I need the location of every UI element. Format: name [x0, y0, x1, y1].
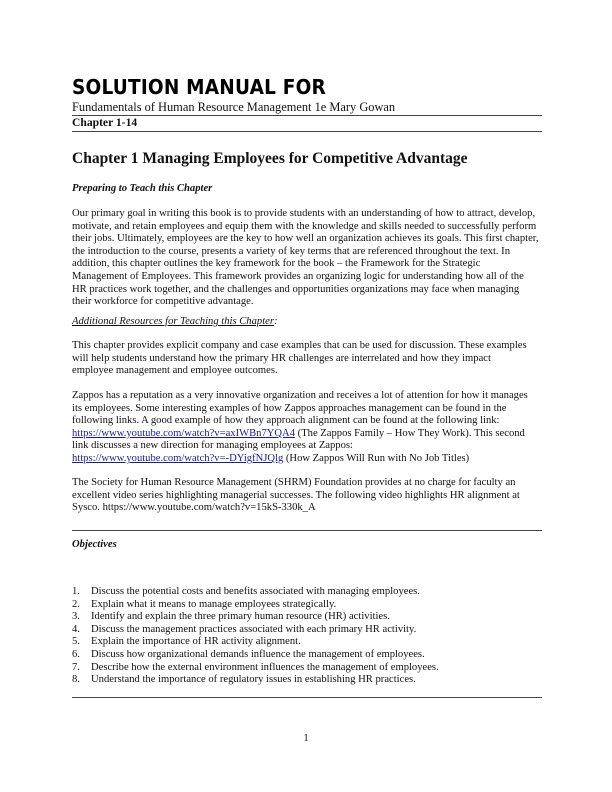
objective-item [72, 611, 542, 624]
text-line: This chapter provides explicit company and case examples that can be used for discussion. These examples [72, 340, 527, 351]
text-line: Our primary goal in writing this book is to provide students with an understanding of how to attract, develop, [72, 208, 536, 219]
objective-number: 1. [72, 586, 80, 597]
objectives-rule-top [72, 530, 542, 531]
objective-text: Discuss the potential costs and benefits associated with managing employees. [91, 586, 420, 597]
text-line: employee management and employee outcomes. [72, 365, 278, 377]
objective-number: 7. [72, 661, 80, 673]
objective-number: 8. [72, 674, 80, 686]
objective-item [72, 624, 542, 637]
text-line: will help students understand how the primary HR challenges are interrelated and how they impact [72, 352, 491, 364]
text-line: following links. A good example of how they approach alignment can be found at the following link: [72, 415, 500, 427]
objectives-label: Objectives [72, 539, 117, 550]
objective-text: Discuss the management practices associated with each primary HR activity. [91, 623, 417, 635]
objective-item [72, 662, 542, 675]
objective-item [72, 586, 542, 599]
document-subtitle: Fundamentals of Human Resource Management 1e Mary Gowan [72, 100, 396, 114]
text-line: Management of Employees. This framework provides an organizing logic for understanding how all of the [72, 270, 524, 282]
objectives-list [72, 586, 542, 687]
objectives-rule-bottom [72, 697, 542, 698]
objective-text: Identify and explain the three primary human resource (HR) activities. [91, 611, 390, 623]
text-line: The Society for Human Resource Management (SHRM) Foundation provides at no charge for faculty an [72, 477, 516, 488]
link1-description: (The Zappos Family – How They Work). This second [295, 427, 525, 439]
objective-item [72, 674, 542, 687]
preparing-paragraph [72, 208, 542, 309]
text-line: Zappos has a reputation as a very innovative organization and receives a lot of attention for how it manages [72, 390, 528, 401]
objective-number: 6. [72, 648, 80, 660]
objective-number: 5. [72, 636, 80, 648]
preparing-label: Preparing to Teach this Chapter [72, 183, 213, 194]
resources-intro-paragraph [72, 340, 542, 378]
text-line: motivate, and retain employees and equip them with the knowledge and skills needed to successfully perform [72, 220, 537, 232]
objective-text: Explain what it means to manage employees strategically. [91, 598, 337, 610]
text-line: excellent video series highlighting managerial successes. The following video highlights HR alignment at [72, 489, 520, 501]
objective-text: Explain the importance of HR activity alignment. [91, 636, 301, 648]
text-line: its employees. Some interesting examples of how Zappos approaches management can be found in the [72, 402, 507, 414]
header-rule-bottom [72, 131, 542, 132]
objective-item [72, 649, 542, 662]
objective-number: 3. [72, 611, 80, 623]
objective-number: 4. [72, 623, 80, 635]
text-line [72, 428, 542, 441]
objective-text: Describe how the external environment influences the management of employees. [91, 661, 439, 673]
objective-text: Discuss how organizational demands influence the management of employees. [91, 648, 425, 660]
resources-label-colon: : [273, 316, 278, 327]
header-rule-top [72, 115, 542, 116]
text-line: Sysco. https://www.youtube.com/watch?v=15kS-330k_A [72, 502, 316, 514]
objective-item [72, 636, 542, 649]
resources-label [72, 316, 278, 327]
resources-label-text: Additional Resources for Teaching this Chapter [72, 316, 274, 327]
zappos-no-job-titles-video-link[interactable]: https://www.youtube.com/watch?v=-DYigfNJQlg [72, 452, 284, 464]
link2-description: (How Zappos Will Run with No Job Titles) [283, 452, 470, 464]
text-line: link discusses a new direction for managing employees at Zappos: [72, 440, 353, 452]
text-line: their jobs. Ultimately, employees are the key to how well an organization achieves its goals. This first chapter, [72, 233, 539, 245]
text-line: the introduction to the course, presents a variety of key terms that are referenced throughout the text. In [72, 245, 511, 257]
text-line [72, 453, 542, 466]
chapter-range: Chapter 1-14 [72, 116, 138, 129]
zappos-family-video-link[interactable]: https://www.youtube.com/watch?v=axIWBn7YQA4 [72, 427, 296, 439]
objective-text: Understand the importance of regulatory issues in establishing HR practices. [91, 674, 416, 686]
page-number: 1 [303, 733, 309, 744]
zappos-paragraph [72, 390, 542, 466]
objective-number: 2. [72, 598, 80, 610]
text-line: addition, this chapter outlines the key framework for the book – the Framework for the Strategic [72, 258, 481, 270]
objective-item [72, 599, 542, 612]
chapter-heading: Chapter 1 Managing Employees for Competitive Advantage [72, 150, 468, 167]
document-title: SOLUTION MANUAL FOR [72, 76, 326, 100]
shrm-paragraph [72, 477, 542, 515]
text-line: their workforce for competitive advantage. [72, 296, 254, 308]
text-line: HR practices work together, and the challenges and opportunities organizations may face when managing [72, 283, 520, 295]
